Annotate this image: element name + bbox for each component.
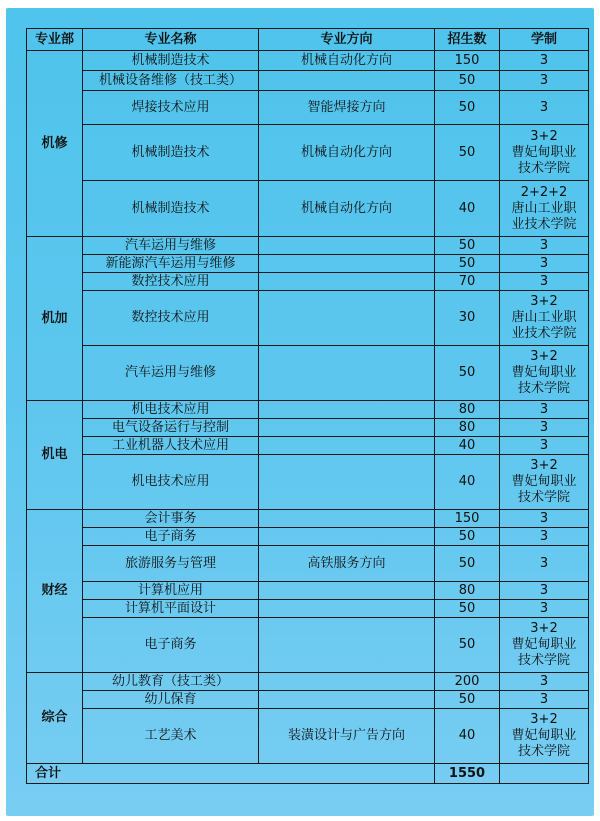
major-cell: 计算机平面设计: [83, 600, 259, 618]
total-enrollment: 1550: [435, 764, 500, 784]
major-cell: 电子商务: [83, 528, 259, 546]
system-cell: [500, 437, 589, 455]
table-row: [27, 437, 589, 455]
system-cell: [500, 291, 589, 346]
system-line: 3: [539, 401, 549, 417]
direction-cell: [259, 291, 435, 346]
enrollment-cell: 150: [435, 51, 500, 71]
enrollment-cell: 40: [435, 437, 500, 455]
system-line: 曹妃甸职业: [511, 728, 577, 743]
direction-cell: [259, 346, 435, 401]
system-cell: [500, 125, 589, 181]
enrollment-table: [26, 28, 589, 784]
enrollment-cell: 50: [435, 346, 500, 401]
table-row: [27, 600, 589, 618]
system-line: 业技术学院: [511, 326, 577, 341]
system-line: 3: [539, 237, 549, 253]
direction-cell: [259, 237, 435, 255]
system-line: 3: [539, 528, 549, 544]
direction-cell: 装潢设计与广告方向: [259, 709, 435, 764]
total-system: [500, 764, 589, 784]
system-line: 3: [539, 437, 549, 453]
major-cell: 机电技术应用: [83, 455, 259, 510]
enrollment-cell: 150: [435, 510, 500, 528]
system-line: 3: [539, 691, 549, 707]
system-line: 2+2+2: [520, 184, 568, 200]
major-cell: 数控技术应用: [83, 273, 259, 291]
system-cell: [500, 691, 589, 709]
major-cell: 机械设备维修（技工类）: [83, 71, 259, 91]
enrollment-cell: 80: [435, 419, 500, 437]
table-row: [27, 346, 589, 401]
enrollment-cell: 50: [435, 125, 500, 181]
system-cell: [500, 346, 589, 401]
direction-cell: 机械自动化方向: [259, 125, 435, 181]
department-cell: 财经: [27, 510, 83, 673]
system-line: 3: [539, 255, 549, 271]
system-line: 业技术学院: [511, 216, 577, 232]
direction-cell: [259, 528, 435, 546]
system-line: 3: [539, 52, 549, 68]
system-line: 3: [539, 72, 549, 88]
major-cell: 新能源汽车运用与维修: [83, 255, 259, 273]
system-line: 3+2: [530, 712, 558, 727]
system-line: 曹妃甸职业: [511, 474, 577, 489]
major-cell: 工艺美术: [83, 709, 259, 764]
table-row: [27, 582, 589, 600]
major-cell: 计算机应用: [83, 582, 259, 600]
table-row: [27, 273, 589, 291]
direction-cell: [259, 510, 435, 528]
major-cell: 电子商务: [83, 618, 259, 673]
table-row: [27, 419, 589, 437]
direction-cell: [259, 401, 435, 419]
enrollment-sheet: [6, 8, 594, 816]
system-cell: [500, 528, 589, 546]
direction-cell: [259, 691, 435, 709]
department-cell: 机电: [27, 401, 83, 510]
header-direction: 专业方向: [259, 29, 435, 51]
major-cell: 机械制造技术: [83, 125, 259, 181]
direction-cell: [259, 273, 435, 291]
direction-cell: [259, 419, 435, 437]
system-line: 技术学院: [517, 653, 570, 668]
major-cell: 电气设备运行与控制: [83, 419, 259, 437]
enrollment-cell: 200: [435, 673, 500, 691]
header-major: 专业名称: [83, 29, 259, 51]
enrollment-cell: 50: [435, 546, 500, 582]
major-cell: 汽车运用与维修: [83, 346, 259, 401]
system-cell: [500, 582, 589, 600]
system-line: 曹妃甸职业: [511, 365, 577, 380]
table-row: [27, 237, 589, 255]
enrollment-cell: 50: [435, 255, 500, 273]
major-cell: 汽车运用与维修: [83, 237, 259, 255]
system-cell: [500, 237, 589, 255]
system-line: 唐山工业职: [511, 200, 577, 216]
table-row: [27, 709, 589, 764]
table-row: [27, 125, 589, 181]
major-cell: 会计事务: [83, 510, 259, 528]
major-cell: 幼儿教育（技工类）: [83, 673, 259, 691]
system-line: 曹妃甸职业: [511, 144, 577, 160]
system-cell: [500, 71, 589, 91]
enrollment-cell: 50: [435, 691, 500, 709]
direction-cell: [259, 437, 435, 455]
enrollment-cell: 50: [435, 528, 500, 546]
direction-cell: [259, 71, 435, 91]
enrollment-cell: 40: [435, 709, 500, 764]
system-cell: [500, 546, 589, 582]
enrollment-cell: 50: [435, 91, 500, 125]
enrollment-cell: 50: [435, 600, 500, 618]
enrollment-cell: 70: [435, 273, 500, 291]
system-line: 3: [539, 600, 549, 616]
table-row: [27, 455, 589, 510]
table-row: [27, 181, 589, 237]
major-cell: 工业机器人技术应用: [83, 437, 259, 455]
header-system: 学制: [500, 29, 589, 51]
system-cell: [500, 255, 589, 273]
system-line: 3: [539, 273, 549, 289]
direction-cell: [259, 455, 435, 510]
major-cell: 旅游服务与管理: [83, 546, 259, 582]
table-row: [27, 401, 589, 419]
system-cell: [500, 91, 589, 125]
system-line: 3: [539, 510, 549, 526]
enrollment-cell: 50: [435, 71, 500, 91]
major-cell: 机械制造技术: [83, 51, 259, 71]
system-cell: [500, 181, 589, 237]
enrollment-cell: 80: [435, 401, 500, 419]
direction-cell: 机械自动化方向: [259, 181, 435, 237]
table-row: [27, 51, 589, 71]
system-line: 3+2: [530, 349, 558, 364]
direction-cell: [259, 255, 435, 273]
enrollment-cell: 40: [435, 181, 500, 237]
system-cell: [500, 618, 589, 673]
table-row: [27, 510, 589, 528]
system-cell: [500, 401, 589, 419]
major-cell: 数控技术应用: [83, 291, 259, 346]
table-row: [27, 291, 589, 346]
total-row: [27, 764, 589, 784]
department-cell: 机加: [27, 237, 83, 401]
table-row: [27, 71, 589, 91]
system-line: 曹妃甸职业: [511, 637, 577, 652]
system-cell: [500, 51, 589, 71]
table-row: [27, 673, 589, 691]
system-line: 技术学院: [517, 744, 570, 759]
direction-cell: [259, 582, 435, 600]
department-cell: 机修: [27, 51, 83, 237]
major-cell: 机电技术应用: [83, 401, 259, 419]
direction-cell: 智能焊接方向: [259, 91, 435, 125]
enrollment-cell: 30: [435, 291, 500, 346]
header-row: [27, 29, 589, 51]
header-enrollment: 招生数: [435, 29, 500, 51]
department-cell: 综合: [27, 673, 83, 764]
system-cell: [500, 600, 589, 618]
system-cell: [500, 419, 589, 437]
direction-cell: [259, 618, 435, 673]
system-line: 技术学院: [517, 490, 570, 505]
system-line: 3+2: [530, 458, 558, 473]
header-department: 专业部: [27, 29, 83, 51]
enrollment-cell: 80: [435, 582, 500, 600]
table-row: [27, 528, 589, 546]
table-row: [27, 255, 589, 273]
system-line: 3: [539, 673, 549, 689]
system-line: 3+2: [530, 128, 558, 144]
direction-cell: [259, 600, 435, 618]
table-row: [27, 91, 589, 125]
system-cell: [500, 273, 589, 291]
direction-cell: 高铁服务方向: [259, 546, 435, 582]
table-body: [27, 51, 589, 764]
system-line: 3+2: [530, 621, 558, 636]
enrollment-cell: 50: [435, 237, 500, 255]
major-cell: 机械制造技术: [83, 181, 259, 237]
system-line: 3: [539, 99, 549, 115]
table-row: [27, 691, 589, 709]
system-line: 3: [539, 582, 549, 598]
system-line: 3: [539, 419, 549, 435]
major-cell: 幼儿保育: [83, 691, 259, 709]
direction-cell: 机械自动化方向: [259, 51, 435, 71]
table-row: [27, 546, 589, 582]
enrollment-cell: 50: [435, 618, 500, 673]
system-line: 唐山工业职: [511, 310, 577, 325]
direction-cell: [259, 673, 435, 691]
major-cell: 焊接技术应用: [83, 91, 259, 125]
system-cell: [500, 709, 589, 764]
system-cell: [500, 510, 589, 528]
total-label: 合计: [27, 764, 435, 784]
system-line: 3: [539, 555, 549, 571]
system-line: 技术学院: [517, 381, 570, 396]
system-cell: [500, 455, 589, 510]
enrollment-cell: 40: [435, 455, 500, 510]
system-line: 3+2: [530, 294, 558, 309]
system-line: 技术学院: [517, 160, 570, 176]
system-cell: [500, 673, 589, 691]
table-row: [27, 618, 589, 673]
